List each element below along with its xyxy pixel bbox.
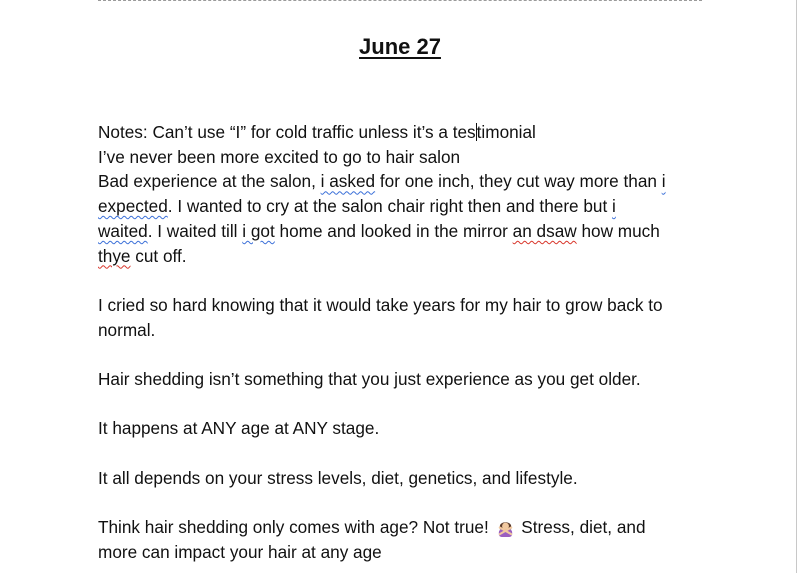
text-line[interactable]	[98, 169, 718, 194]
text-run: home and looked in the mirror	[274, 220, 513, 241]
misspelled-word[interactable]: an dsaw	[512, 220, 577, 241]
grammar-flagged-word[interactable]: i	[661, 171, 666, 192]
text-line[interactable]: normal.	[98, 319, 156, 340]
text-run: Notes: Can’t use “I” for cold traffic unless it’s a tes	[98, 122, 476, 142]
document-title[interactable]: June 27	[359, 34, 441, 59]
text-line[interactable]: I cried so hard knowing that it would take years for my hair to grow back to	[98, 294, 663, 315]
text-line[interactable]: more can impact your hair at any age	[98, 541, 382, 562]
text-run: . I waited till	[147, 220, 243, 241]
woman-gesturing-no-icon	[496, 518, 515, 537]
misspelled-word[interactable]: thye	[98, 245, 131, 266]
text-line[interactable]	[98, 515, 718, 540]
grammar-flagged-word[interactable]: waited	[98, 220, 148, 241]
grammar-flagged-word[interactable]: i got	[242, 220, 275, 241]
document-body[interactable]	[98, 120, 718, 573]
page-right-edge	[796, 0, 797, 573]
text-run: timonial	[476, 122, 536, 142]
paragraph[interactable]	[98, 293, 718, 342]
paragraph[interactable]	[98, 416, 718, 441]
page-top-border	[98, 0, 702, 1]
text-run: cut off.	[130, 245, 187, 266]
paragraph[interactable]	[98, 367, 718, 392]
notes-paragraph[interactable]	[98, 120, 718, 268]
text-run: how much	[576, 220, 660, 241]
paragraph[interactable]	[98, 515, 718, 564]
paragraph[interactable]	[98, 466, 718, 491]
text-line[interactable]: Hair shedding isn’t something that you just experience as you get older.	[98, 369, 641, 389]
text-line[interactable]	[98, 194, 718, 219]
text-line[interactable]: It all depends on your stress levels, diet, genetics, and lifestyle.	[98, 467, 578, 488]
grammar-flagged-word[interactable]: i	[612, 196, 616, 217]
grammar-flagged-word[interactable]: i asked	[320, 171, 376, 192]
text-line[interactable]	[98, 219, 718, 244]
text-line[interactable]: It happens at ANY age at ANY stage.	[98, 418, 380, 439]
grammar-flagged-word[interactable]: expected	[98, 196, 168, 217]
text-line[interactable]	[98, 120, 718, 145]
text-run: . I wanted to cry at the salon chair right then and there but	[167, 196, 613, 217]
text-run: Think hair shedding only comes with age? Not true!	[98, 517, 494, 538]
text-line[interactable]	[98, 244, 718, 269]
text-run: Bad experience at the salon,	[98, 171, 321, 192]
text-run: Stress, diet, and	[516, 517, 646, 538]
text-run: for one inch, they cut way more than	[375, 171, 662, 192]
text-line[interactable]: I’ve never been more excited to go to hair salon	[98, 146, 461, 167]
